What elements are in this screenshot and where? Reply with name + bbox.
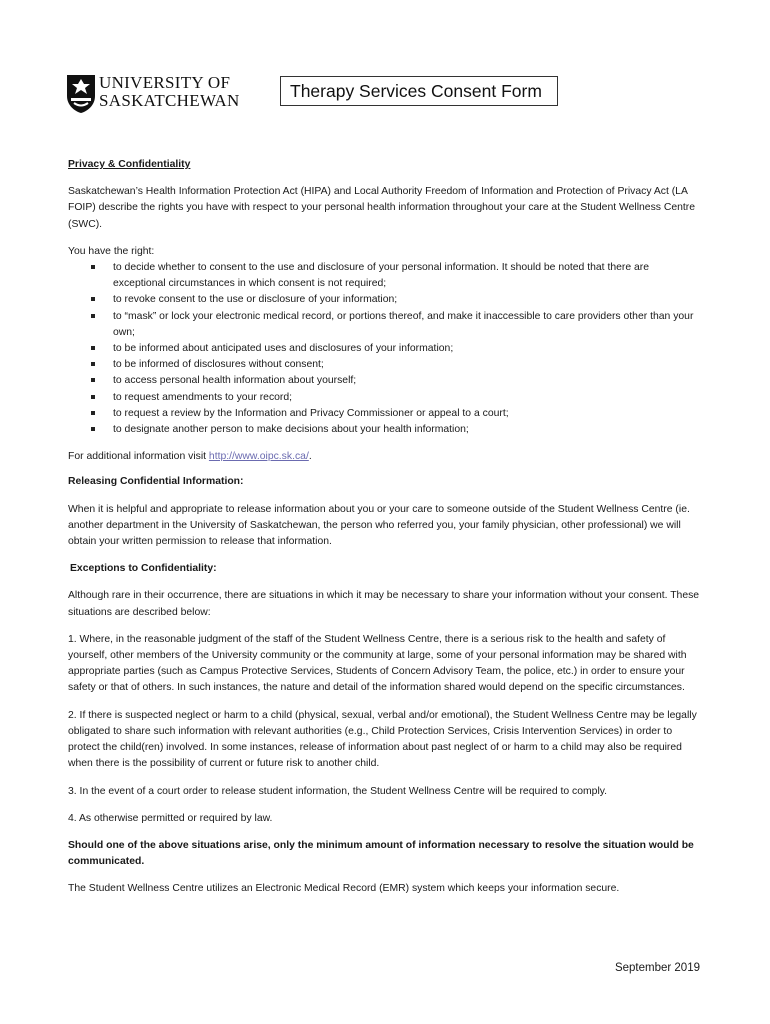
exceptions-intro: Although rare in their occurrence, there are situations in which it may be necessary to share your information without your consent. These situations are described below: xyxy=(68,590,700,618)
additional-info xyxy=(68,449,704,465)
additional-info-prefix: For additional information visit xyxy=(68,451,209,463)
university-crest-icon xyxy=(66,74,96,114)
list-item: to access personal health information about yourself; xyxy=(68,373,704,389)
list-item: to decide whether to consent to the use and disclosure of your personal information. It should be noted that there are exceptional circumstances in which consent is not required; xyxy=(68,260,704,292)
list-item: to “mask” or lock your electronic medical record, or portions thereof, and make it inaccessible to care providers other than your own; xyxy=(68,309,704,341)
wordmark-line-2: SASKATCHEWAN xyxy=(99,91,240,110)
wordmark-line-1: UNIVERSITY OF xyxy=(99,73,231,92)
university-wordmark xyxy=(99,74,240,110)
releasing-heading: Releasing Confidential Information: xyxy=(68,476,244,488)
exception-item-4: 4. As otherwise permitted or required by law. xyxy=(68,812,273,824)
document-body xyxy=(68,157,704,898)
additional-info-suffix: . xyxy=(308,451,312,463)
minimum-info-note: Should one of the above situations arise, only the minimum amount of information necessary to resolve the situation would be communicated. xyxy=(68,839,694,868)
releasing-body: When it is helpful and appropriate to release information about you or your care to someone outside of the Student Wellness Centre (ie. another department in the University of Saskatchewan, the person who referred you, your family physician, other professional) we will obtain your written permission to release that information. xyxy=(68,503,690,548)
list-item: to designate another person to make decisions about your health information; xyxy=(68,422,704,438)
exception-item-3: 3. In the event of a court order to release student information, the Student Wellness Centre will be required to comply. xyxy=(68,785,608,797)
form-title: Therapy Services Consent Form xyxy=(280,76,558,106)
exceptions-heading: Exceptions to Confidentiality: xyxy=(70,563,217,575)
exception-item-2: 2. If there is suspected neglect or harm to a child (physical, sexual, verbal and/or emotional), the Student Wellness Centre may be legally obligated to share such information with relevant authorities (e.g., Child Protection Services, Crisis Intervention Services) in order to protect the child(ren) involved. In some instances, release of information about past neglect of or harm to a child may also be required when there is the possibility of current or future risk to another child. xyxy=(68,709,697,770)
exception-item-1: 1. Where, in the reasonable judgment of the staff of the Student Wellness Centre, there is a serious risk to the health and safety of yourself, other members of the University community or the community at large, some of your personal information may be shared with appropriate parties (such as Campus Protective Services, Students of Concern Advisory Team, the police, etc.) in order to ensure your safety or that of others. In such instances, the nature and detail of the information shared would depend on the specific circumstances. xyxy=(68,633,687,694)
rights-lead: You have the right: xyxy=(68,245,155,257)
list-item: to be informed about anticipated uses and disclosures of your information; xyxy=(68,341,704,357)
list-item: to request a review by the Information and Privacy Commissioner or appeal to a court; xyxy=(68,406,704,422)
footer-date: September 2019 xyxy=(614,962,700,974)
university-logo xyxy=(66,74,246,116)
privacy-intro: Saskatchewan’s Health Information Protection Act (HIPA) and Local Authority Freedom of Information and Protection of Privacy Act (LA FOIP) describe the rights you have with respect to your personal health information throughout your care at the Student Wellness Centre (SWC). xyxy=(68,186,696,230)
emr-note: The Student Wellness Centre utilizes an Electronic Medical Record (EMR) system which keeps your information secure. xyxy=(68,883,620,895)
list-item: to request amendments to your record; xyxy=(68,390,704,406)
rights-list xyxy=(68,260,704,438)
privacy-heading: Privacy & Confidentiality xyxy=(68,159,191,170)
list-item: to be informed of disclosures without consent; xyxy=(68,357,704,373)
list-item: to revoke consent to the use or disclosure of your information; xyxy=(68,292,704,308)
oipc-link[interactable]: http://www.oipc.sk.ca/ xyxy=(208,451,309,463)
